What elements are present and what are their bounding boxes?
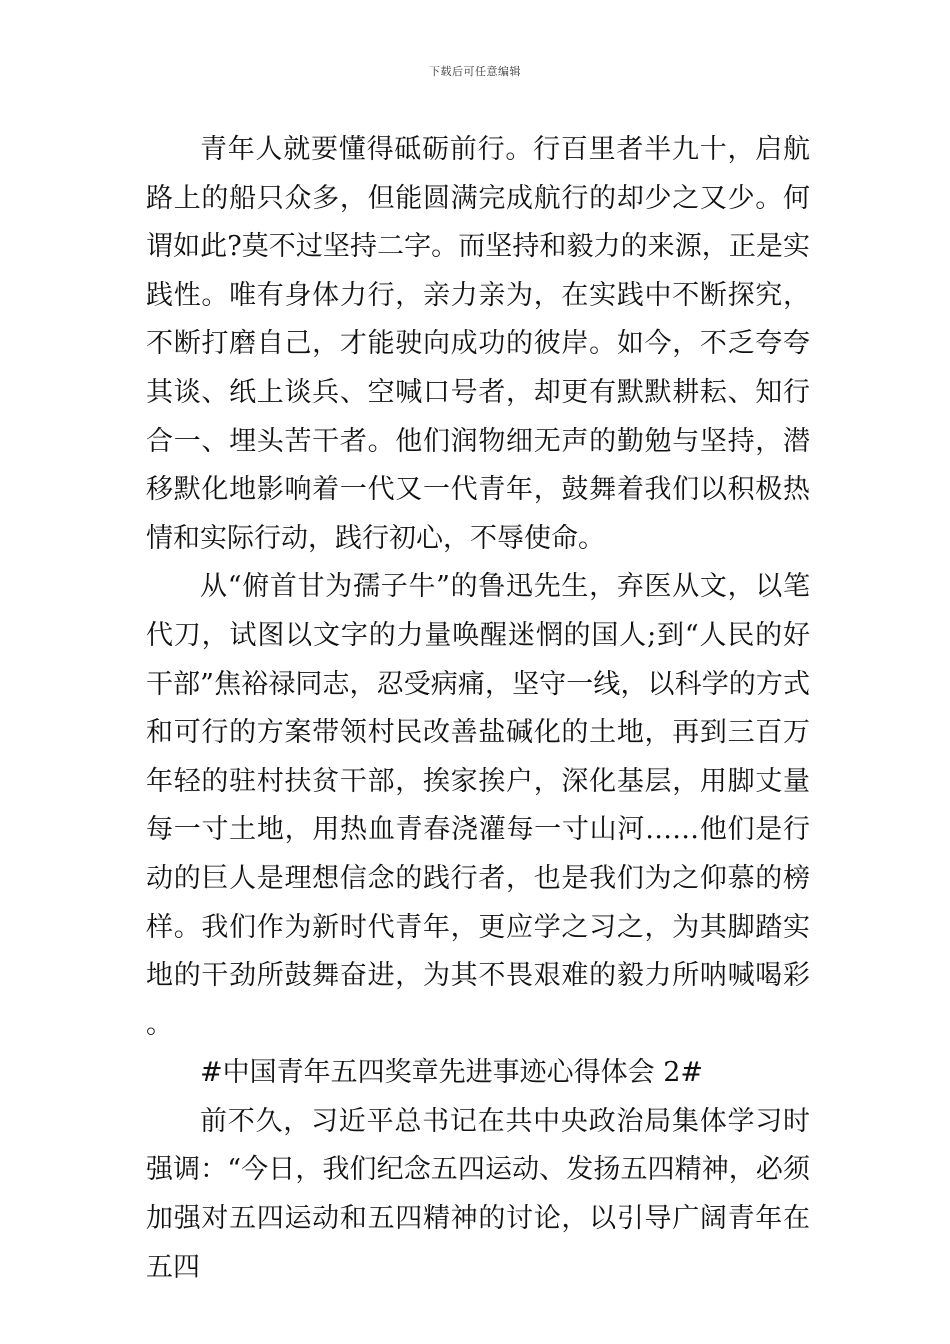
paragraph-role-models: 从“俯首甘为孺子牛”的鲁迅先生，弃医从文，以笔代刀，试图以文字的力量唤醒迷惘的国人;到“人民的好干部”焦裕禄同志，忍受病痛，坚守一线，以科学的方式和可行的方案带领村民改善盐碱化的土地，再到三百万年轻的驻村扶贫干部，挨家挨户，深化基层，用脚丈量每一寸土地，用热血青春浇灌每一寸山河……他们是行动的巨人是理想信念的践行者，也是我们为之仰慕的榜样。我们作为新时代青年，更应学之习之，为其脚踏实地的干劲所鼓舞奋进，为其不畏艰难的毅力所呐喊喝彩。 — [146, 571, 810, 1040]
section-heading: #中国青年五四奖章先进事迹心得体会 2# — [200, 1057, 704, 1089]
paragraph-perseverance: 青年人就要懂得砥砺前行。行百里者半九十，启航路上的船只众多，但能圆满完成航行的却少之又少。何谓如此?莫不过坚持二字。而坚持和毅力的来源，正是实践性。唯有身体力行，亲力亲为，在实践中不断探究，不断打磨自己，才能驶向成功的彼岸。如今，不乏夸夸其谈、纸上谈兵、空喊口号者，却更有默默耕耘、知行合一、埋头苦干者。他们润物细无声的勤勉与坚持，潜移默化地影响着一代又一代青年，鼓舞着我们以积极热情和实际行动，践行初心，不辱使命。 — [146, 134, 810, 554]
paragraph-may-fourth: 前不久，习近平总书记在共中央政治局集体学习时强调：“今日，我们纪念五四运动、发扬五四精神，必须加强对五四运动和五四精神的讨论，以引导广阔青年在五四 — [146, 1105, 810, 1283]
document-body — [146, 126, 810, 1292]
page-header-note: 下载后可任意编辑 — [429, 65, 521, 78]
